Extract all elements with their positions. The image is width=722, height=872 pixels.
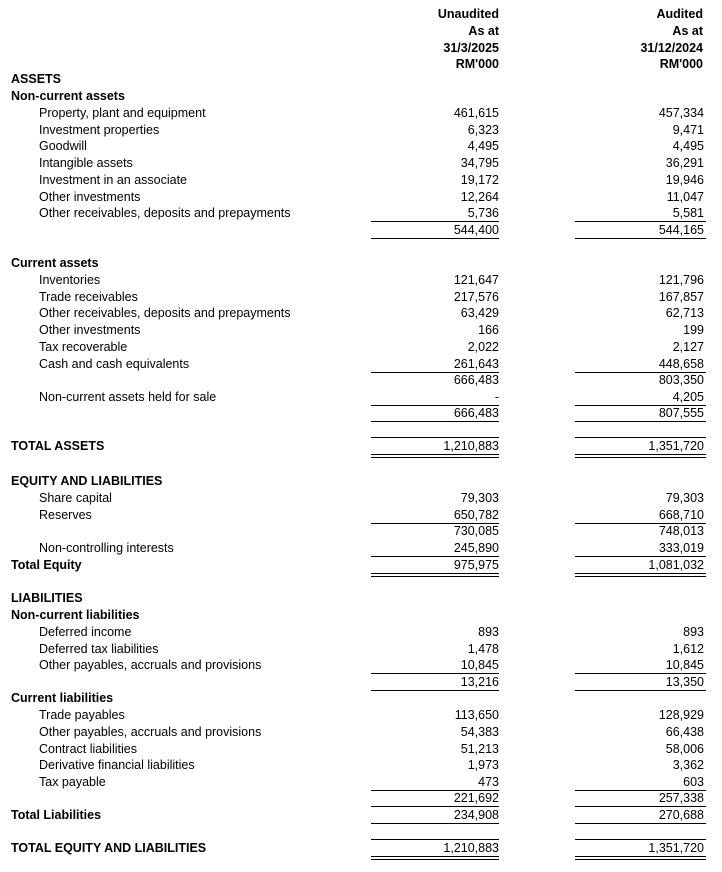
- rule-line: [371, 823, 499, 824]
- value-unaudited: 51,213: [460, 742, 499, 756]
- section-heading: Non-current liabilities: [11, 608, 140, 622]
- value-audited: 36,291: [665, 156, 704, 170]
- section-row: [0, 590, 722, 607]
- value-audited: 121,796: [658, 273, 704, 287]
- line-item-label: Share capital: [39, 491, 112, 505]
- value-audited: 199: [683, 323, 704, 337]
- value-audited: 807,555: [658, 406, 704, 420]
- line-item-row: [0, 790, 722, 807]
- section-row: [0, 807, 722, 824]
- line-item-label: Cash and cash equivalents: [39, 357, 190, 371]
- rule-line: [371, 457, 499, 458]
- value-unaudited: 4,495: [467, 139, 499, 153]
- value-audited: 66,438: [665, 725, 704, 739]
- value-unaudited: 975,975: [453, 558, 499, 572]
- line-item-row: [0, 289, 722, 306]
- value-audited: 668,710: [658, 508, 704, 522]
- line-item-label: Other receivables, deposits and prepayments: [39, 206, 291, 220]
- line-item-label: Intangible assets: [39, 156, 133, 170]
- section-row: [0, 690, 722, 707]
- value-unaudited: 221,692: [453, 791, 499, 805]
- line-item-label: Property, plant and equipment: [39, 106, 206, 120]
- value-unaudited: 666,483: [453, 373, 499, 387]
- value-audited: 1,081,032: [648, 558, 704, 572]
- line-item-label: Derivative financial liabilities: [39, 758, 195, 772]
- rule-line: [371, 576, 499, 577]
- value-audited: 9,471: [672, 123, 704, 137]
- line-item-row: [0, 205, 722, 222]
- line-item-label: Non-current assets held for sale: [39, 390, 217, 404]
- line-item-row: [0, 122, 722, 139]
- value-audited: 11,047: [666, 190, 704, 204]
- value-unaudited: 19,172: [460, 173, 499, 187]
- line-item-row: [0, 507, 722, 524]
- rule-line: [575, 454, 706, 455]
- rule-line: [575, 421, 706, 422]
- value-unaudited: 5,736: [467, 206, 499, 220]
- line-item-row: [0, 155, 722, 172]
- line-item-label: Other investments: [39, 190, 141, 204]
- value-unaudited: -: [494, 390, 499, 404]
- value-audited: 1,351,720: [648, 439, 704, 453]
- line-item-row: [0, 138, 722, 155]
- header-unaudited-line: RM'000: [455, 57, 499, 72]
- line-item-row: [0, 774, 722, 791]
- rule-line: [575, 576, 706, 577]
- value-audited: 128,929: [658, 708, 704, 722]
- line-item-label: Deferred tax liabilities: [39, 642, 159, 656]
- value-unaudited: 79,303: [460, 491, 499, 505]
- value-unaudited: 1,973: [467, 758, 499, 772]
- value-unaudited: 730,085: [453, 524, 499, 538]
- value-unaudited: 13,216: [460, 675, 499, 689]
- value-audited: 4,495: [672, 139, 704, 153]
- line-item-row: [0, 305, 722, 322]
- line-item-row: [0, 707, 722, 724]
- header-audited-line: Audited: [656, 7, 703, 21]
- value-audited: 257,338: [658, 791, 704, 805]
- value-audited: 19,946: [665, 173, 704, 187]
- line-item-row: [0, 222, 722, 239]
- value-unaudited: 473: [478, 775, 499, 789]
- line-item-row: [0, 724, 722, 741]
- line-item-row: [0, 105, 722, 122]
- value-unaudited: 121,647: [453, 273, 499, 287]
- section-heading: TOTAL EQUITY AND LIABILITIES: [11, 841, 207, 855]
- value-audited: 3,362: [672, 758, 704, 772]
- value-audited: 333,019: [658, 541, 704, 555]
- value-unaudited: 461,615: [453, 106, 499, 120]
- value-unaudited: 217,576: [453, 290, 499, 304]
- section-row: [0, 840, 722, 857]
- line-item-label: Tax payable: [39, 775, 106, 789]
- rule-line: [575, 238, 706, 239]
- rule-line: [575, 437, 706, 438]
- rule-line: [371, 454, 499, 455]
- line-item-row: [0, 189, 722, 206]
- line-item-row: [0, 657, 722, 674]
- value-audited: 2,127: [672, 340, 704, 354]
- line-item-label: Contract liabilities: [39, 742, 137, 756]
- section-heading: Current assets: [11, 256, 99, 270]
- value-unaudited: 10,845: [460, 658, 499, 672]
- section-row: [0, 473, 722, 490]
- value-unaudited: 2,022: [467, 340, 499, 354]
- value-unaudited: 166: [478, 323, 499, 337]
- rule-line: [575, 859, 706, 860]
- rule-line: [371, 238, 499, 239]
- value-audited: 58,006: [665, 742, 704, 756]
- header-audited-line: RM'000: [659, 57, 703, 72]
- value-unaudited: 245,890: [453, 541, 499, 555]
- rule-line: [371, 421, 499, 422]
- value-unaudited: 234,908: [453, 808, 499, 822]
- value-audited: 270,688: [658, 808, 704, 822]
- rule-line: [371, 859, 499, 860]
- value-audited: 544,165: [658, 223, 704, 237]
- value-unaudited: 544,400: [453, 223, 499, 237]
- rule-line: [575, 573, 706, 574]
- value-audited: 603: [683, 775, 704, 789]
- header-unaudited-line: Unaudited: [437, 7, 499, 21]
- line-item-label: Other payables, accruals and provisions: [39, 658, 262, 672]
- line-item-row: [0, 172, 722, 189]
- rule-line: [575, 823, 706, 824]
- value-audited: 893: [683, 625, 704, 639]
- section-heading: Current liabilities: [11, 691, 114, 705]
- line-item-row: [0, 405, 722, 422]
- line-item-row: [0, 757, 722, 774]
- value-unaudited: 1,478: [467, 642, 499, 656]
- line-item-label: Other investments: [39, 323, 141, 337]
- line-item-label: Investment in an associate: [39, 173, 187, 187]
- value-audited: 4,205: [672, 390, 704, 404]
- value-unaudited: 1,210,883: [443, 841, 499, 855]
- section-row: [0, 438, 722, 455]
- value-audited: 748,013: [658, 524, 704, 538]
- section-heading: Total Equity: [11, 558, 82, 572]
- line-item-label: Inventories: [39, 273, 101, 287]
- value-unaudited: 6,323: [467, 123, 499, 137]
- value-audited: 79,303: [665, 491, 704, 505]
- value-audited: 457,334: [658, 106, 704, 120]
- section-heading: Total Liabilities: [11, 808, 102, 822]
- value-unaudited: 63,429: [460, 306, 499, 320]
- header-unaudited: [349, 6, 499, 73]
- section-heading: EQUITY AND LIABILITIES: [11, 474, 163, 488]
- value-unaudited: 34,795: [460, 156, 499, 170]
- rule-line: [371, 437, 499, 438]
- header-audited: [553, 6, 703, 73]
- line-item-row: [0, 372, 722, 389]
- header-unaudited-line: As at: [468, 23, 499, 38]
- value-unaudited: 12,264: [460, 190, 499, 204]
- value-unaudited: 113,650: [454, 708, 499, 722]
- line-item-row: [0, 272, 722, 289]
- value-unaudited: 666,483: [453, 406, 499, 420]
- line-item-label: Other payables, accruals and provisions: [39, 725, 262, 739]
- value-unaudited: 261,643: [453, 357, 499, 371]
- value-unaudited: 1,210,883: [443, 439, 499, 453]
- rule-line: [575, 457, 706, 458]
- section-heading: ASSETS: [11, 72, 62, 86]
- line-item-label: Trade payables: [39, 708, 125, 722]
- line-item-label: Reserves: [39, 508, 92, 522]
- value-audited: 10,845: [665, 658, 704, 672]
- value-audited: 62,713: [665, 306, 704, 320]
- value-audited: 167,857: [658, 290, 704, 304]
- header-audited-line: As at: [672, 23, 703, 38]
- value-audited: 803,350: [658, 373, 704, 387]
- rule-line: [575, 856, 706, 857]
- line-item-row: [0, 389, 722, 406]
- line-item-row: [0, 674, 722, 691]
- line-item-label: Trade receivables: [39, 290, 138, 304]
- section-heading: Non-current assets: [11, 89, 125, 103]
- value-unaudited: 893: [478, 625, 499, 639]
- line-item-label: Investment properties: [39, 123, 160, 137]
- line-item-label: Other receivables, deposits and prepayments: [39, 306, 291, 320]
- section-heading: LIABILITIES: [11, 591, 83, 605]
- line-item-label: Deferred income: [39, 625, 132, 639]
- value-audited: 5,581: [672, 206, 704, 220]
- section-row: [0, 557, 722, 574]
- line-item-row: [0, 741, 722, 758]
- section-row: [0, 88, 722, 105]
- rule-line: [371, 573, 499, 574]
- line-item-row: [0, 624, 722, 641]
- header-unaudited-line: 31/3/2025: [443, 40, 499, 55]
- line-item-row: [0, 339, 722, 356]
- value-audited: 1,351,720: [648, 841, 704, 855]
- value-unaudited: 54,383: [460, 725, 499, 739]
- line-item-row: [0, 356, 722, 373]
- section-row: [0, 255, 722, 272]
- line-item-label: Tax recoverable: [39, 340, 128, 354]
- line-item-row: [0, 490, 722, 507]
- rule-line: [575, 839, 706, 840]
- line-item-row: [0, 322, 722, 339]
- section-row: [0, 71, 722, 88]
- line-item-row: [0, 540, 722, 557]
- line-item-row: [0, 523, 722, 540]
- rule-line: [371, 839, 499, 840]
- line-item-label: Non-controlling interests: [39, 541, 174, 555]
- rule-line: [371, 856, 499, 857]
- value-audited: 13,350: [665, 675, 704, 689]
- header-audited-line: 31/12/2024: [640, 40, 703, 55]
- value-audited: 1,612: [672, 642, 704, 656]
- line-item-label: Goodwill: [39, 139, 87, 153]
- section-heading: TOTAL ASSETS: [11, 439, 105, 453]
- value-unaudited: 650,782: [453, 508, 499, 522]
- value-audited: 448,658: [658, 357, 704, 371]
- line-item-row: [0, 641, 722, 658]
- section-row: [0, 607, 722, 624]
